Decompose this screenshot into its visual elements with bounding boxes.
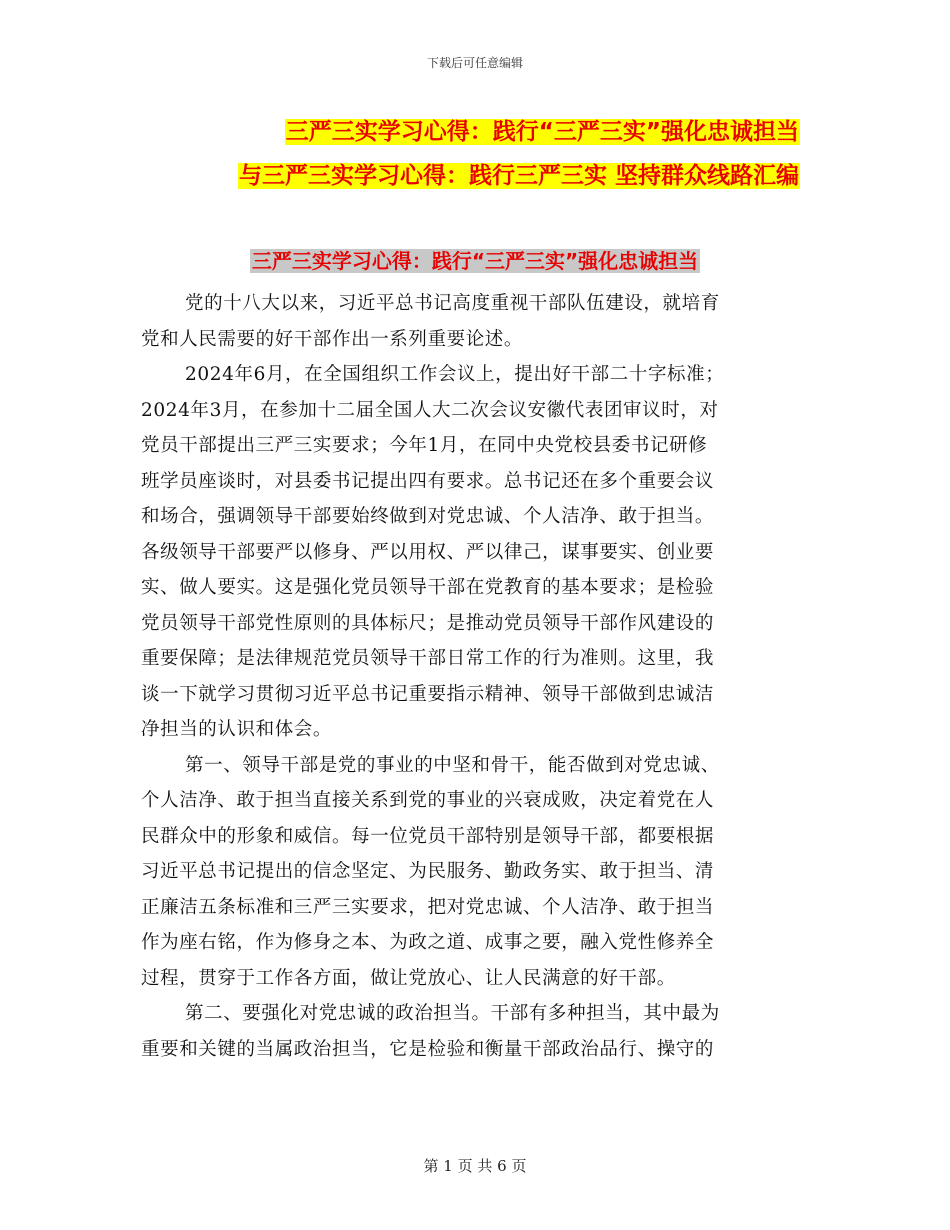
page-footer: 第 1 页 共 6 页	[423, 1157, 527, 1175]
page-header-note: 下载后可任意编辑	[426, 56, 523, 70]
paragraph-line: 重要和关键的当属政治担当，它是检验和衡量干部政治品行、操守的	[141, 1038, 715, 1060]
body-text	[141, 286, 805, 1067]
paragraph-line: 过程，贯穿于工作各方面，做让党放心、让人民满意的好干部。	[141, 967, 676, 989]
paragraph-line: 班学员座谈时，对县委书记提出四有要求。总书记还在多个重要会议	[141, 470, 715, 492]
paragraph-line: 党员领导干部党性原则的具体标尺；是推动党员领导干部作风建设的	[141, 612, 715, 634]
paragraph-line: 2024年3月，在参加十二届全国人大二次会议安徽代表团审议时，对	[141, 399, 719, 421]
paragraph-line: 民群众中的形象和威信。每一位党员干部特别是领导干部，都要根据	[141, 825, 715, 847]
title-line-2-text: 与三严三实学习心得：践行三严三实 坚持群众线路汇编	[238, 163, 799, 189]
paragraph-3	[141, 748, 805, 997]
paragraph-line: 作为座右铭，作为修身之本、为政之道、成事之要，融入党性修养全	[141, 932, 715, 953]
paragraph-line: 第二、要强化对党忠诚的政治担当。干部有多种担当，其中最为	[185, 1003, 720, 1024]
paragraph-line: 党和人民需要的好干部作出一系列重要论述。	[141, 328, 524, 350]
paragraph-line: 习近平总书记提出的信念坚定、为民服务、勤政务实、敢于担当、清	[141, 861, 715, 882]
paragraph-line: 重要保障；是法律规范党员领导干部日常工作的行为准则。这里，我	[141, 648, 715, 669]
title-line-1-text: 三严三实学习心得：践行“三严三实”强化忠诚担当	[285, 119, 799, 145]
paragraph-line: 个人洁净、敢于担当直接关系到党的事业的兴衰成败，决定着党在人	[141, 790, 715, 811]
section-heading	[0, 246, 950, 276]
document-title-line-2	[140, 159, 800, 193]
section-heading-text: 三严三实学习心得：践行“三严三实”强化忠诚担当	[251, 249, 699, 273]
paragraph-4	[141, 996, 805, 1067]
paragraph-line: 实、做人要实。这是强化党员领导干部在党教育的基本要求；是检验	[141, 577, 715, 598]
paragraph-line: 党员干部提出三严三实要求；今年1月，在同中央党校县委书记研修	[141, 435, 708, 456]
paragraph-line: 净担当的认识和体会。	[141, 719, 333, 740]
paragraph-1	[141, 286, 805, 357]
paragraph-line: 谈一下就学习贯彻习近平总书记重要指示精神、领导干部做到忠诚洁	[141, 683, 715, 705]
paragraph-line: 和场合，强调领导干部要始终做到对党忠诚、个人洁净、敢于担当。	[141, 506, 715, 527]
paragraph-2	[141, 357, 805, 748]
paragraph-line: 第一、领导干部是党的事业的中坚和骨干，能否做到对党忠诚、	[185, 754, 720, 776]
paragraph-line: 各级领导干部要严以修身、严以用权、严以律己，谋事要实、创业要	[141, 541, 715, 563]
document-title-line-1	[140, 115, 800, 149]
paragraph-line: 2024年6月，在全国组织工作会议上，提出好干部二十字标准；	[185, 364, 725, 385]
paragraph-line: 正廉洁五条标准和三严三实要求，把对党忠诚、个人洁净、敢于担当	[141, 896, 715, 918]
paragraph-line: 党的十八大以来，习近平总书记高度重视干部队伍建设，就培育	[185, 293, 720, 314]
